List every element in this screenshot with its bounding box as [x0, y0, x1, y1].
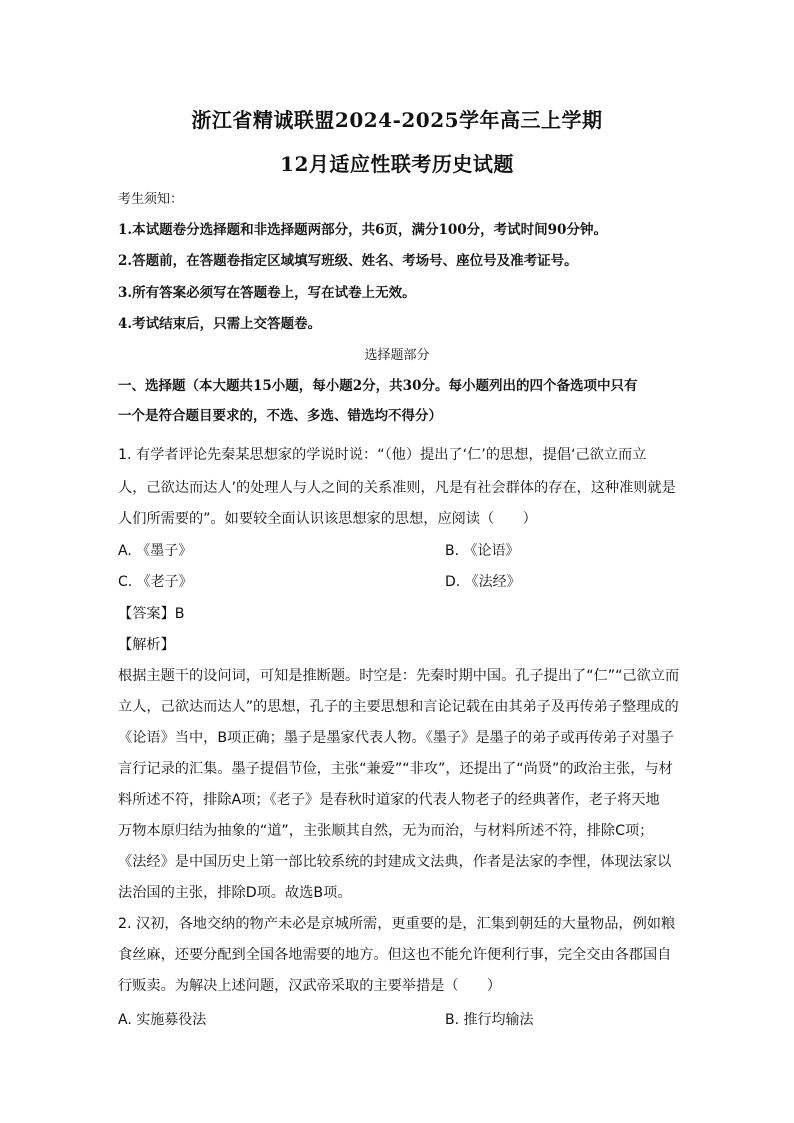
exam-title-line1: 浙江省精诚联盟2024-2025学年高三上学期: [191, 108, 603, 132]
q1-stem-line3: 人们所需要的”。如要较全面认识该思想家的思想，应阅读（ ）: [118, 511, 537, 527]
section-title: 选择题部分: [364, 348, 430, 363]
q1-analysis-line5: 料所述不符，排除A项；《老子》是春秋时道家的代表人物老子的经典著作，老子将天地: [118, 792, 660, 808]
q1-option-a: A. 《墨子》: [118, 543, 193, 559]
notice-item-3: 3.所有答案必须写在答题卷上，写在试卷上无效。: [118, 285, 416, 301]
q1-option-d: D. 《法经》: [445, 574, 521, 590]
notice-item-1: 1.本试题卷分选择题和非选择题两部分，共6页，满分100分，考试时间90分钟。: [118, 222, 607, 238]
q1-option-b: B. 《论语》: [445, 543, 520, 559]
q1-stem-line1: 1. 有学者评论先秦某思想家的学说时说：“（他）提出了‘仁’的思想，提倡‘己欲立而立: [118, 447, 647, 463]
exam-title-line2: 12月适应性联考历史试题: [280, 152, 514, 176]
q2-option-b: B. 推行均输法: [445, 1012, 534, 1028]
q1-analysis-line7: 《法经》是中国历史上第一部比较系统的封建成文法典，作者是法家的李悝，体现法家以: [118, 854, 672, 870]
q1-option-c: C. 《老子》: [118, 574, 193, 590]
q2-stem-line2: 食丝麻，还要分配到全国各地需要的地方。但这也不能允许便利行事，完全交由各郡国自: [118, 947, 672, 963]
q1-stem-line2: 人，己欲达而达人’的处理人与人之间的关系准则，凡是有社会群体的存在，这种准则就是: [118, 480, 676, 496]
q1-analysis-line3: 《论语》当中，B项正确；墨子是墨家代表人物。《墨子》是墨子的弟子或再传弟子对墨子: [118, 730, 674, 746]
q1-analysis-line6: 万物本原归结为抽象的“道”，主张顺其自然，无为而治，与材料所述不符，排除C项；: [118, 823, 654, 839]
q2-stem-line3: 行贩卖。为解决上述问题，汉武帝采取的主要举措是（ ）: [118, 978, 502, 994]
q2-option-a: A. 实施募役法: [118, 1012, 207, 1028]
part-heading-line2: 一个是符合题目要求的，不选、多选、错选均不得分）: [118, 408, 442, 424]
notice-heading: 考生须知：: [118, 192, 184, 207]
q2-stem-line1: 2. 汉初，各地交纳的物产未必是京城所需，更重要的是，汇集到朝廷的大量物品，例如粮: [118, 916, 676, 932]
q1-analysis-line8: 法治国的主张，排除D项。故选B项。: [118, 885, 352, 901]
q1-analysis-line2: 立人，己欲达而达人”的思想，孔子的主要思想和言论记载在由其弟子及再传弟子整理成的: [118, 699, 679, 715]
q1-answer: 【答案】B: [118, 606, 185, 622]
q1-analysis-line4: 言行记录的汇集。墨子提倡节俭，主张“兼爱”“非攻”，还提出了“尚贤”的政治主张，与材: [118, 761, 673, 777]
q1-analysis-line1: 根据主题干的设问词，可知是推断题。时空是：先秦时期中国。孔子提出了“仁”“己欲立而: [118, 668, 680, 684]
notice-item-4: 4.考试结束后，只需上交答题卷。: [118, 316, 322, 332]
part-heading-line1: 一、选择题（本大题共15小题，每小题2分，共30分。每小题列出的四个备选项中只有: [118, 378, 638, 394]
notice-item-2: 2.答题前，在答题卷指定区域填写班级、姓名、考场号、座位号及准考证号。: [118, 253, 578, 269]
q1-analysis-label: 【解析】: [118, 637, 175, 653]
